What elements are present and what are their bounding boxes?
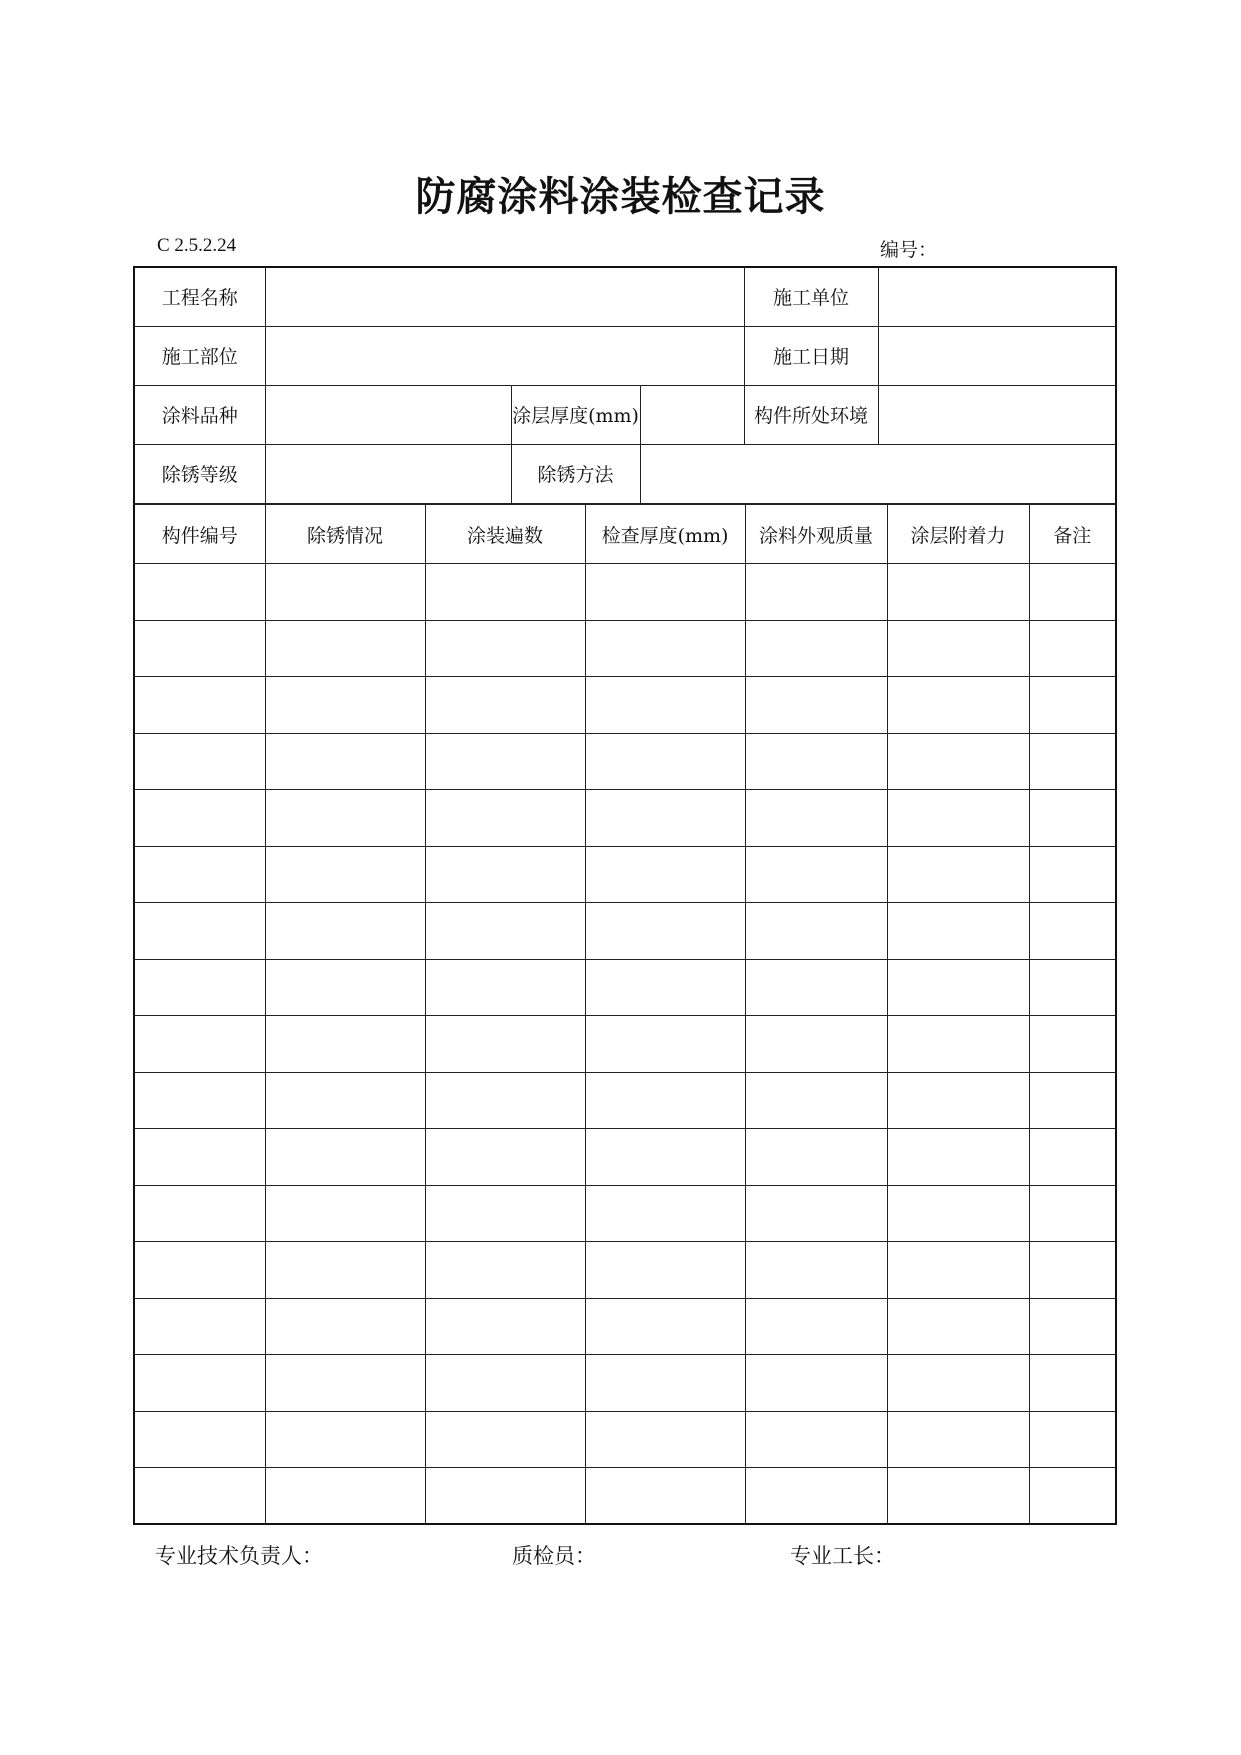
- table-cell[interactable]: [134, 620, 265, 677]
- table-cell[interactable]: [134, 1016, 265, 1073]
- table-cell[interactable]: [265, 1411, 425, 1468]
- rust-method-field[interactable]: [640, 444, 1116, 503]
- table-cell[interactable]: [425, 959, 585, 1016]
- table-cell[interactable]: [134, 733, 265, 790]
- table-cell[interactable]: [425, 1468, 585, 1525]
- column-header: 涂层附着力: [887, 505, 1029, 564]
- header-row-location: [134, 326, 1116, 385]
- table-cell[interactable]: [425, 733, 585, 790]
- table-cell[interactable]: [745, 1072, 887, 1129]
- table-cell[interactable]: [134, 564, 265, 621]
- table-row: [134, 1242, 1116, 1299]
- table-cell[interactable]: [1029, 1242, 1116, 1299]
- table-cell[interactable]: [134, 1298, 265, 1355]
- header-row-project: [134, 267, 1116, 326]
- form-code: C 2.5.2.24: [157, 235, 237, 256]
- table-cell[interactable]: [585, 620, 745, 677]
- table-row: [134, 1016, 1116, 1073]
- table-cell[interactable]: [265, 959, 425, 1016]
- page-title: 防腐涂料涂装检查记录: [415, 173, 826, 220]
- contractor-label: 施工单位: [744, 267, 878, 326]
- table-cell[interactable]: [1029, 1072, 1116, 1129]
- environment-label: 构件所处环境: [744, 385, 878, 444]
- table-cell[interactable]: [745, 1355, 887, 1412]
- header-info-table: [133, 266, 1117, 504]
- table-cell[interactable]: [745, 1016, 887, 1073]
- table-cell[interactable]: [745, 564, 887, 621]
- table-cell[interactable]: [745, 1298, 887, 1355]
- table-cell[interactable]: [425, 790, 585, 847]
- table-cell[interactable]: [585, 1072, 745, 1129]
- column-header: 备注: [1029, 505, 1116, 564]
- header-row-coating: [134, 385, 1116, 444]
- table-cell[interactable]: [1029, 846, 1116, 903]
- table-cell[interactable]: [1029, 1355, 1116, 1412]
- grid-header-row: [134, 505, 1116, 564]
- table-row: [134, 620, 1116, 677]
- table-cell[interactable]: [1029, 1185, 1116, 1242]
- table-cell[interactable]: [1029, 903, 1116, 960]
- table-cell[interactable]: [585, 959, 745, 1016]
- coating-type-field[interactable]: [265, 385, 511, 444]
- table-cell[interactable]: [887, 1016, 1029, 1073]
- table-cell[interactable]: [425, 620, 585, 677]
- table-row: [134, 903, 1116, 960]
- table-cell[interactable]: [585, 1242, 745, 1299]
- table-cell[interactable]: [134, 1129, 265, 1186]
- table-cell[interactable]: [425, 1072, 585, 1129]
- table-row: [134, 790, 1116, 847]
- table-cell[interactable]: [134, 1242, 265, 1299]
- table-cell[interactable]: [745, 903, 887, 960]
- table-cell[interactable]: [265, 1129, 425, 1186]
- table-cell[interactable]: [265, 790, 425, 847]
- table-cell[interactable]: [265, 564, 425, 621]
- rust-grade-field[interactable]: [265, 444, 511, 503]
- table-row: [134, 1185, 1116, 1242]
- table-cell[interactable]: [425, 1298, 585, 1355]
- column-header: 检查厚度(mm): [585, 505, 745, 564]
- table-cell[interactable]: [887, 1298, 1029, 1355]
- table-cell[interactable]: [265, 677, 425, 734]
- table-cell[interactable]: [425, 1411, 585, 1468]
- table-cell[interactable]: [585, 733, 745, 790]
- construction-date-field[interactable]: [878, 326, 1116, 385]
- coating-type-label: 涂料品种: [134, 385, 265, 444]
- table-cell[interactable]: [425, 564, 585, 621]
- table-cell[interactable]: [745, 1411, 887, 1468]
- table-cell[interactable]: [265, 1072, 425, 1129]
- table-cell[interactable]: [265, 1242, 425, 1299]
- table-cell[interactable]: [134, 677, 265, 734]
- table-cell[interactable]: [134, 1411, 265, 1468]
- location-label: 施工部位: [134, 326, 265, 385]
- column-header: 涂料外观质量: [745, 505, 887, 564]
- environment-field[interactable]: [878, 385, 1116, 444]
- table-cell[interactable]: [887, 1411, 1029, 1468]
- table-cell[interactable]: [887, 1242, 1029, 1299]
- table-cell[interactable]: [1029, 959, 1116, 1016]
- table-cell[interactable]: [1029, 620, 1116, 677]
- table-row: [134, 1298, 1116, 1355]
- table-cell[interactable]: [745, 620, 887, 677]
- table-cell[interactable]: [425, 1185, 585, 1242]
- table-cell[interactable]: [585, 677, 745, 734]
- grid-body: [134, 564, 1116, 1525]
- table-cell[interactable]: [1029, 1298, 1116, 1355]
- project-name-label: 工程名称: [134, 267, 265, 326]
- project-name-field[interactable]: [265, 267, 744, 326]
- table-cell[interactable]: [585, 1016, 745, 1073]
- table-cell[interactable]: [134, 846, 265, 903]
- table-row: [134, 733, 1116, 790]
- table-cell[interactable]: [265, 733, 425, 790]
- table-cell[interactable]: [745, 959, 887, 1016]
- table-cell[interactable]: [887, 1355, 1029, 1412]
- table-cell[interactable]: [134, 790, 265, 847]
- table-cell[interactable]: [585, 1129, 745, 1186]
- inspector-signature-label: 质检员：: [512, 1544, 596, 1568]
- table-cell[interactable]: [425, 1016, 585, 1073]
- table-cell[interactable]: [134, 1355, 265, 1412]
- rust-grade-label: 除锈等级: [134, 444, 265, 503]
- table-cell[interactable]: [745, 1185, 887, 1242]
- table-row: [134, 1355, 1116, 1412]
- serial-number-label: 编号：: [880, 239, 938, 261]
- table-cell[interactable]: [887, 1185, 1029, 1242]
- table-cell[interactable]: [1029, 733, 1116, 790]
- table-cell[interactable]: [265, 1016, 425, 1073]
- coating-thickness-label: 涂层厚度(mm): [511, 385, 640, 444]
- table-cell[interactable]: [745, 790, 887, 847]
- column-header: 涂装遍数: [425, 505, 585, 564]
- table-cell[interactable]: [425, 1242, 585, 1299]
- table-cell[interactable]: [887, 1468, 1029, 1525]
- contractor-field[interactable]: [878, 267, 1116, 326]
- table-cell[interactable]: [425, 846, 585, 903]
- table-cell[interactable]: [1029, 1016, 1116, 1073]
- table-cell[interactable]: [585, 564, 745, 621]
- table-cell[interactable]: [134, 959, 265, 1016]
- table-row: [134, 1129, 1116, 1186]
- table-cell[interactable]: [887, 790, 1029, 847]
- table-cell[interactable]: [265, 1355, 425, 1412]
- table-cell[interactable]: [585, 1468, 745, 1525]
- table-row: [134, 1072, 1116, 1129]
- table-cell[interactable]: [134, 1185, 265, 1242]
- coating-thickness-field[interactable]: [640, 385, 744, 444]
- table-row: [134, 677, 1116, 734]
- table-cell[interactable]: [585, 1185, 745, 1242]
- table-cell[interactable]: [1029, 1411, 1116, 1468]
- table-row: [134, 959, 1116, 1016]
- table-cell[interactable]: [134, 1468, 265, 1525]
- table-cell[interactable]: [887, 564, 1029, 621]
- table-cell[interactable]: [887, 1129, 1029, 1186]
- table-cell[interactable]: [265, 1468, 425, 1525]
- table-cell[interactable]: [265, 1298, 425, 1355]
- table-cell[interactable]: [265, 903, 425, 960]
- table-cell[interactable]: [425, 903, 585, 960]
- table-cell[interactable]: [585, 1298, 745, 1355]
- table-cell[interactable]: [745, 846, 887, 903]
- rust-method-label: 除锈方法: [511, 444, 640, 503]
- table-cell[interactable]: [745, 1129, 887, 1186]
- table-cell[interactable]: [745, 1242, 887, 1299]
- table-cell[interactable]: [585, 1411, 745, 1468]
- table-cell[interactable]: [134, 1072, 265, 1129]
- table-cell[interactable]: [745, 733, 887, 790]
- table-row: [134, 846, 1116, 903]
- table-cell[interactable]: [887, 959, 1029, 1016]
- table-cell[interactable]: [745, 1468, 887, 1525]
- table-cell[interactable]: [134, 903, 265, 960]
- foreman-signature-label: 专业工长：: [790, 1544, 895, 1568]
- table-cell[interactable]: [265, 1185, 425, 1242]
- location-field[interactable]: [265, 326, 744, 385]
- table-cell[interactable]: [585, 903, 745, 960]
- table-cell[interactable]: [887, 620, 1029, 677]
- table-cell[interactable]: [425, 677, 585, 734]
- header-row-rust: [134, 444, 1116, 503]
- table-cell[interactable]: [745, 677, 887, 734]
- table-cell[interactable]: [887, 903, 1029, 960]
- table-cell[interactable]: [887, 846, 1029, 903]
- table-cell[interactable]: [887, 1072, 1029, 1129]
- table-cell[interactable]: [1029, 1468, 1116, 1525]
- table-cell[interactable]: [887, 733, 1029, 790]
- table-cell[interactable]: [585, 1355, 745, 1412]
- table-row: [134, 1411, 1116, 1468]
- inspection-grid: [133, 504, 1117, 1525]
- table-cell[interactable]: [585, 790, 745, 847]
- table-cell[interactable]: [265, 620, 425, 677]
- table-cell[interactable]: [887, 677, 1029, 734]
- column-header: 构件编号: [134, 505, 265, 564]
- tech-lead-signature-label: 专业技术负责人：: [155, 1544, 323, 1568]
- table-cell[interactable]: [1029, 564, 1116, 621]
- column-header: 除锈情况: [265, 505, 425, 564]
- table-cell[interactable]: [425, 1129, 585, 1186]
- table-cell[interactable]: [1029, 1129, 1116, 1186]
- table-row: [134, 1468, 1116, 1525]
- table-cell[interactable]: [1029, 677, 1116, 734]
- table-cell[interactable]: [585, 846, 745, 903]
- table-row: [134, 564, 1116, 621]
- table-cell[interactable]: [425, 1355, 585, 1412]
- table-cell[interactable]: [265, 846, 425, 903]
- table-cell[interactable]: [1029, 790, 1116, 847]
- construction-date-label: 施工日期: [744, 326, 878, 385]
